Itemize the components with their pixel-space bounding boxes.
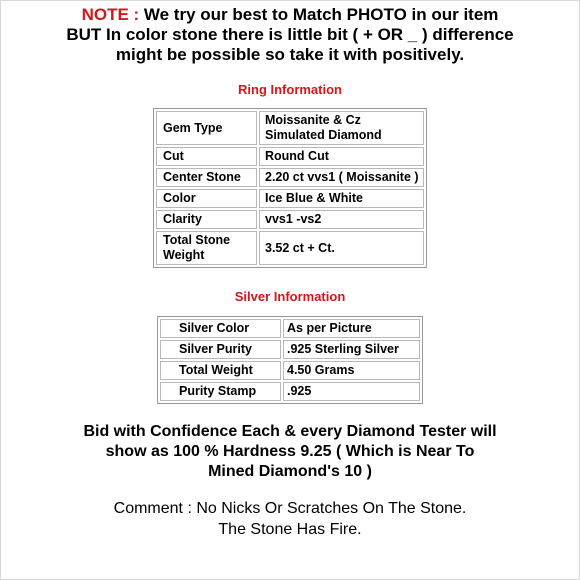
spec-key: Total Stone Weight [156, 231, 257, 265]
spec-value: vvs1 -vs2 [259, 210, 424, 229]
bid-line-1: Bid with Confidence Each & every Diamond Tester will [83, 423, 497, 440]
spec-key: Color [156, 189, 257, 208]
note-line-2: BUT In color stone there is little bit ( + OR _ ) difference might be possible so take it with positively. [66, 25, 514, 64]
table-row [156, 168, 424, 187]
spec-value: 2.20 ct vvs1 ( Moissanite ) [259, 168, 424, 187]
spec-value: 3.52 ct + Ct. [259, 231, 424, 265]
spec-value: Ice Blue & White [259, 189, 424, 208]
spec-key: Purity Stamp [160, 382, 281, 401]
spec-value: Round Cut [259, 147, 424, 166]
table-row [156, 111, 424, 145]
spec-key: Gem Type [156, 111, 257, 145]
spec-value: As per Picture [283, 319, 420, 338]
bid-block [1, 422, 579, 482]
spec-key: Clarity [156, 210, 257, 229]
silver-info-title: Silver Information [234, 289, 346, 304]
spec-value: .925 Sterling Silver [283, 340, 420, 359]
note-block [1, 5, 579, 65]
spec-key: Silver Purity [160, 340, 281, 359]
table-row [156, 231, 424, 265]
spec-key: Center Stone [156, 168, 257, 187]
table-row [160, 340, 420, 359]
note-label: NOTE : [81, 5, 140, 24]
note-line-1 [41, 5, 539, 25]
spec-key: Silver Color [160, 319, 281, 338]
table-row [160, 382, 420, 401]
table-row [156, 189, 424, 208]
silver-info-table [157, 316, 423, 404]
spec-value: Moissanite & Cz Simulated Diamond [259, 111, 424, 145]
spec-key: Total Weight [160, 361, 281, 380]
table-row [160, 319, 420, 338]
spec-value: .925 [283, 382, 420, 401]
spec-value: 4.50 Grams [283, 361, 420, 380]
table-row [156, 147, 424, 166]
spec-key: Cut [156, 147, 257, 166]
ring-info-title: Ring Information [238, 82, 342, 97]
comment-line-2: The Stone Has Fire. [218, 521, 362, 538]
comment-line-1: Comment : No Nicks Or Scratches On The Stone. [113, 500, 467, 517]
comment-block [1, 498, 579, 540]
ring-info-table [153, 108, 427, 268]
table-row [160, 361, 420, 380]
table-row [156, 210, 424, 229]
note-text: We try our best to Match PHOTO in our item [139, 5, 499, 24]
bid-line-2: show as 100 % Hardness 9.25 ( Which is Near To Mined Diamond's 10 ) [105, 443, 475, 480]
